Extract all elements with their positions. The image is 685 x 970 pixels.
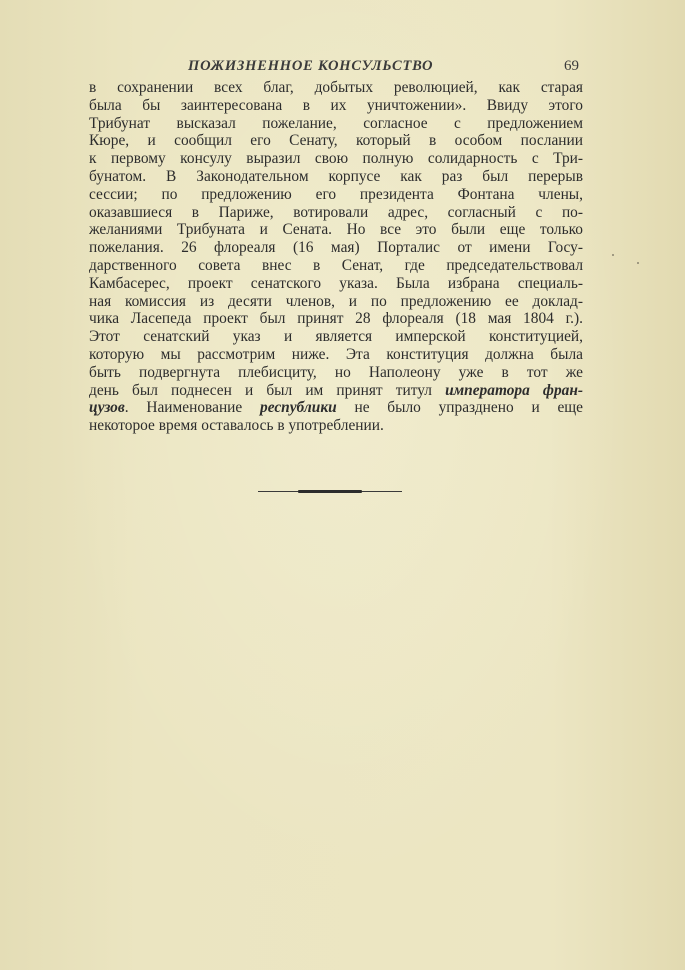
text-line: была бы заинтересована в их уничтожении». Ввиду этого — [89, 96, 583, 114]
section-divider — [258, 490, 402, 493]
divider-swell — [298, 490, 362, 493]
text-line: оказавшиеся в Париже, вотировали адрес, согласный с по- — [89, 203, 583, 221]
text-line: сессии; по предложению его президента Фонтана члены, — [89, 185, 583, 203]
text-line: день был поднесен и был им принят титул императора фран- — [89, 381, 583, 399]
paper-speck — [637, 262, 639, 264]
running-title: ПОЖИЗНЕННОЕ КОНСУЛЬСТВО — [188, 58, 434, 74]
running-header — [0, 58, 685, 78]
text-line: которую мы рассмотрим ниже. Эта конституция должна была — [89, 345, 583, 363]
text-line: Этот сенатский указ и является имперской конституцией, — [89, 328, 583, 346]
text-line: Кюре, и сообщил его Сенату, который в особом послании — [89, 132, 583, 150]
text-line: дарственного совета внес в Сенат, где председательствовал — [89, 256, 583, 274]
text-line: ная комиссия из десяти членов, и по предложению ее доклад- — [89, 292, 583, 310]
text-line: бунатом. В Законодательном корпусе как раз был перерыв — [89, 167, 583, 185]
text-line: в сохранении всех благ, добытых революцией, как старая — [89, 79, 583, 96]
text-line: желаниями Трибуната и Сената. Но все это были еще только — [89, 221, 583, 239]
paper-speck — [612, 254, 614, 256]
emphasis-republic: республики — [260, 399, 337, 417]
text-line: чика Ласепеда проект был принят 28 флореаля (18 мая 1804 г.). — [89, 310, 583, 328]
text-line: быть подвергнута плебисциту, но Наполеону уже в тот же — [89, 363, 583, 381]
text-line: пожелания. 26 флореаля (16 мая) Порталис от имени Госу- — [89, 239, 583, 257]
body-text — [89, 79, 583, 435]
page-number: 69 — [564, 58, 579, 74]
text-line: Трибунат высказал пожелание, согласное с предложением — [89, 114, 583, 132]
emphasis-title-cont: цузов — [89, 399, 125, 417]
text-line: Камбасерес, проект сенатского указа. Была избрана специаль- — [89, 274, 583, 292]
text-line: цузов. Наименование республики не было упразднено и еще — [89, 399, 583, 417]
text-line: к первому консулу выразил свою полную солидарность с Три- — [89, 150, 583, 168]
emphasis-title: императора фран- — [445, 381, 583, 399]
text-line: некоторое время оставалось в употреблении. — [89, 417, 384, 435]
